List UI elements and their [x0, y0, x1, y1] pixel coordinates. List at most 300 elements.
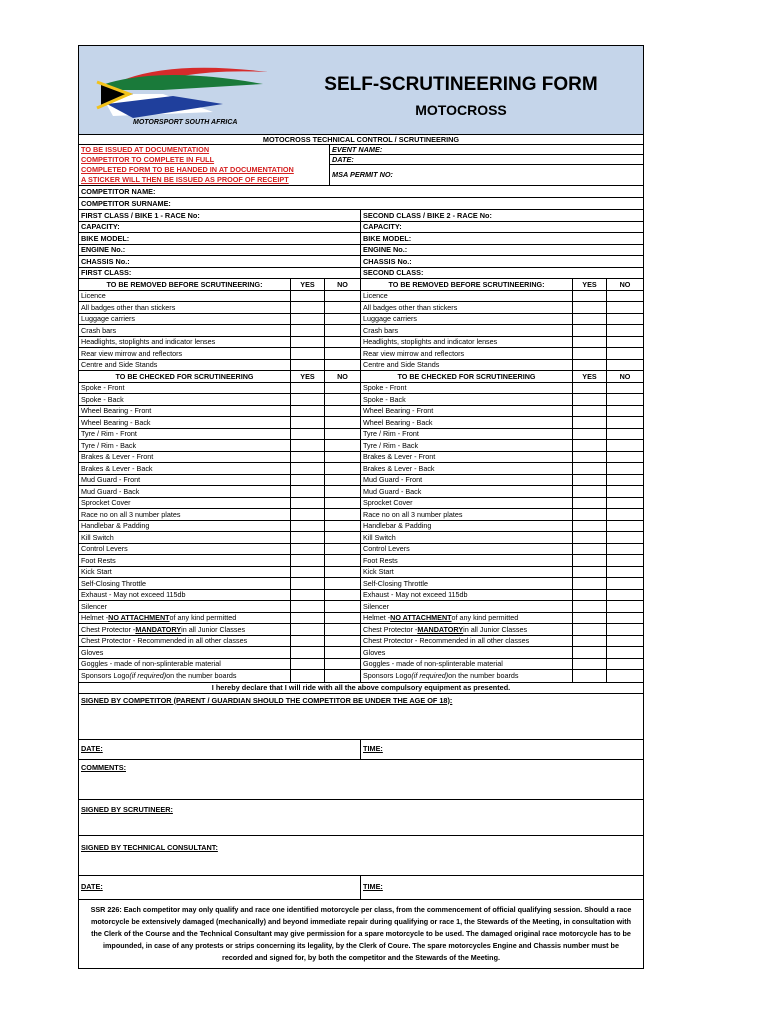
no-checkbox[interactable]	[607, 521, 643, 532]
sponsors-italic: (if required)	[129, 671, 167, 681]
yes-checkbox[interactable]	[291, 394, 325, 405]
check-item-label: Goggles - made of non-splinterable material	[363, 659, 503, 669]
checklist	[79, 279, 643, 683]
checklist-item	[361, 348, 573, 359]
yes-checkbox[interactable]	[573, 578, 607, 589]
bike2-engine-field[interactable]: ENGINE No.:	[363, 245, 408, 255]
yes-checkbox[interactable]	[573, 498, 607, 509]
checklist-row	[79, 360, 360, 372]
comments-field[interactable]: COMMENTS:	[81, 762, 126, 772]
yes-header: YES	[291, 371, 325, 382]
checklist-item	[79, 613, 291, 624]
yes-checkbox[interactable]	[573, 406, 607, 417]
checklist-item	[361, 670, 573, 682]
checklist-item	[361, 544, 573, 555]
check-item-label: Spoke - Front	[81, 383, 125, 393]
checklist-row	[79, 452, 360, 464]
no-checkbox[interactable]	[325, 314, 360, 325]
check-header: TO BE CHECKED FOR SCRUTINEERING	[79, 371, 291, 382]
checklist-item	[79, 406, 291, 417]
date-time-row-2	[79, 876, 643, 900]
yes-checkbox[interactable]	[573, 486, 607, 497]
first-class-race-no-field[interactable]: FIRST CLASS / BIKE 1 - RACE No:	[79, 210, 361, 221]
check-item-label: Gloves	[363, 647, 386, 657]
yes-checkbox[interactable]	[291, 463, 325, 474]
yes-checkbox[interactable]	[291, 659, 325, 670]
checklist-row	[79, 532, 360, 544]
ssr-226-footnote: SSR 226: Each competitor may only qualify and race one identified motorcycle per class, from the commencement of official qualifying session. Should a race motorcycle be extensively damaged (mechanically) and beyond immediate repair during qualifying or race 1, the Stewards of the Meeting, in consultation with the Clerk of the Course and the Technical Consultant may give permission for a spare motorcycle to be used. The damaged original race motorcycle has to be impounded, in case of any protests or strips concerning its legality, by the Clerk of Coure. The spare motorcycles Engine and Chassis number must be recorded and signed for, by both the competitor and the Stewards of the Meeting.	[90, 904, 632, 962]
checklist-row	[361, 475, 643, 487]
yes-checkbox[interactable]	[291, 337, 325, 348]
checklist-row	[361, 521, 643, 533]
check-item-label: Wheel Bearing - Back	[81, 417, 151, 427]
no-checkbox[interactable]	[325, 532, 360, 543]
check-item-label: Control Levers	[81, 544, 128, 554]
yes-checkbox[interactable]	[573, 647, 607, 658]
remove-item-label: Rear view mirrow and reflectors	[363, 348, 465, 358]
no-checkbox[interactable]	[607, 337, 643, 348]
check-item-label: Chest Protector - Recommended in all other classes	[81, 636, 248, 646]
checklist-item	[361, 463, 573, 474]
checklist-item	[361, 590, 573, 601]
checklist-item	[361, 486, 573, 497]
yes-checkbox[interactable]	[291, 544, 325, 555]
bike1-engine-field[interactable]: ENGINE No.:	[79, 245, 361, 256]
no-checkbox[interactable]	[607, 486, 643, 497]
check-item-label: Spoke - Back	[81, 394, 124, 404]
no-checkbox[interactable]	[325, 475, 360, 486]
yes-checkbox[interactable]	[573, 590, 607, 601]
checklist-item	[79, 567, 291, 578]
checklist-item	[79, 532, 291, 543]
checklist-item	[361, 406, 573, 417]
checklist-row	[79, 636, 360, 648]
competitor-signature-row[interactable]	[79, 694, 643, 740]
no-checkbox[interactable]	[325, 337, 360, 348]
no-checkbox[interactable]	[607, 440, 643, 451]
checklist-item	[361, 394, 573, 405]
yes-checkbox[interactable]	[291, 417, 325, 428]
competitor-signature-field[interactable]: SIGNED BY COMPETITOR (PARENT / GUARDIAN SHOULD THE COMPETITOR BE UNDER THE AGE OF 18):	[81, 695, 453, 705]
checklist-row	[361, 429, 643, 441]
remove-item-label: Centre and Side Stands	[363, 360, 440, 370]
no-checkbox[interactable]	[607, 647, 643, 658]
checklist-item	[361, 417, 573, 428]
checklist-row	[361, 532, 643, 544]
checklist-row	[79, 486, 360, 498]
msa-logo	[93, 54, 273, 126]
check-header: TO BE CHECKED FOR SCRUTINEERING	[361, 371, 573, 382]
comments-row[interactable]	[79, 760, 643, 800]
checklist-item	[79, 578, 291, 589]
no-checkbox[interactable]	[607, 567, 643, 578]
checklist-row	[79, 601, 360, 613]
no-checkbox[interactable]	[607, 613, 643, 624]
yes-checkbox[interactable]	[291, 670, 325, 682]
check-header-row	[79, 371, 360, 383]
bike-capacity-row	[79, 222, 643, 234]
yes-checkbox[interactable]	[573, 670, 607, 682]
yes-checkbox[interactable]	[291, 348, 325, 359]
checklist-item	[361, 613, 573, 624]
remove-item-label: Licence	[363, 291, 388, 301]
no-checkbox[interactable]	[607, 475, 643, 486]
check-item-label: Tyre / Rim - Back	[81, 440, 137, 450]
yes-checkbox[interactable]	[573, 417, 607, 428]
yes-checkbox[interactable]	[291, 578, 325, 589]
bike-model-row	[79, 233, 643, 245]
checklist-row	[361, 659, 643, 671]
checklist-row	[361, 348, 643, 360]
no-checkbox[interactable]	[607, 590, 643, 601]
checklist-item	[79, 555, 291, 566]
checklist-bike2	[361, 279, 643, 682]
yes-checkbox[interactable]	[573, 291, 607, 302]
yes-checkbox[interactable]	[573, 463, 607, 474]
no-header: NO	[337, 279, 348, 289]
bike2-model-field[interactable]: BIKE MODEL:	[363, 233, 412, 243]
bike1-chassis-field[interactable]: CHASSIS No.:	[79, 256, 361, 267]
no-checkbox[interactable]	[325, 578, 360, 589]
yes-checkbox[interactable]	[573, 394, 607, 405]
no-checkbox[interactable]	[607, 601, 643, 612]
yes-checkbox[interactable]	[291, 429, 325, 440]
checklist-item	[79, 463, 291, 474]
checklist-row	[79, 670, 360, 682]
yes-checkbox[interactable]	[573, 383, 607, 394]
second-class-race-no-field[interactable]: SECOND CLASS / BIKE 2 - RACE No:	[363, 210, 492, 220]
no-checkbox[interactable]	[607, 463, 643, 474]
check-item-label: Kill Switch	[81, 532, 114, 542]
checklist-item	[361, 624, 573, 635]
yes-checkbox[interactable]	[573, 509, 607, 520]
no-checkbox[interactable]	[607, 291, 643, 302]
checklist-item	[79, 383, 291, 394]
yes-checkbox[interactable]	[573, 613, 607, 624]
yes-checkbox[interactable]	[573, 624, 607, 635]
checklist-item	[79, 348, 291, 359]
no-checkbox[interactable]	[607, 532, 643, 543]
yes-checkbox[interactable]	[291, 521, 325, 532]
helmet-label-tail: of any kind permitted	[451, 613, 519, 623]
yes-checkbox[interactable]	[573, 567, 607, 578]
checklist-item	[79, 659, 291, 670]
no-checkbox[interactable]	[325, 348, 360, 359]
yes-checkbox[interactable]	[291, 325, 325, 336]
checklist-item	[361, 636, 573, 647]
check-item-label: Kick Start	[81, 567, 112, 577]
date-time-row-1	[79, 740, 643, 760]
no-checkbox[interactable]	[325, 383, 360, 394]
checklist-item	[361, 360, 573, 371]
no-checkbox[interactable]	[325, 670, 360, 682]
checklist-item	[79, 509, 291, 520]
yes-checkbox[interactable]	[291, 555, 325, 566]
no-checkbox[interactable]	[607, 509, 643, 520]
no-checkbox[interactable]	[325, 429, 360, 440]
no-checkbox[interactable]	[325, 406, 360, 417]
checklist-item	[361, 578, 573, 589]
no-checkbox[interactable]	[325, 325, 360, 336]
yes-checkbox[interactable]	[291, 624, 325, 635]
yes-checkbox[interactable]	[573, 452, 607, 463]
helmet-label: Helmet -	[363, 613, 391, 623]
sponsors-italic: (if required)	[411, 671, 449, 681]
yes-checkbox[interactable]	[573, 601, 607, 612]
check-item-label: Gloves	[81, 647, 104, 657]
no-checkbox[interactable]	[607, 659, 643, 670]
logo-text: MOTORSPORT SOUTH AFRICA	[133, 119, 238, 126]
no-checkbox[interactable]	[325, 394, 360, 405]
date-field-2[interactable]: DATE:	[79, 876, 361, 899]
no-checkbox[interactable]	[607, 417, 643, 428]
yes-checkbox[interactable]	[573, 429, 607, 440]
form-title: SELF-SCRUTINEERING FORM	[324, 74, 598, 95]
no-header: NO	[337, 371, 348, 381]
yes-checkbox[interactable]	[573, 521, 607, 532]
checklist-row	[361, 624, 643, 636]
no-checkbox[interactable]	[325, 509, 360, 520]
remove-item-label: Luggage carriers	[363, 314, 417, 324]
checklist-row	[79, 440, 360, 452]
yes-checkbox[interactable]	[291, 486, 325, 497]
yes-checkbox[interactable]	[291, 302, 325, 313]
no-checkbox[interactable]	[325, 659, 360, 670]
checklist-row	[79, 463, 360, 475]
yes-checkbox[interactable]	[291, 383, 325, 394]
checklist-row	[361, 440, 643, 452]
check-item-label: Brakes & Lever - Back	[363, 463, 435, 473]
no-checkbox[interactable]	[325, 555, 360, 566]
instruction-4: A STICKER WILL THEN BE ISSUED AS PROOF OF RECEIPT	[81, 175, 289, 185]
checklist-row	[79, 406, 360, 418]
no-checkbox[interactable]	[325, 452, 360, 463]
msa-permit-field[interactable]: MSA PERMIT NO:	[332, 170, 393, 180]
no-checkbox[interactable]	[607, 452, 643, 463]
no-checkbox[interactable]	[325, 647, 360, 658]
yes-checkbox[interactable]	[291, 314, 325, 325]
no-checkbox[interactable]	[607, 636, 643, 647]
yes-checkbox[interactable]	[573, 302, 607, 313]
yes-checkbox[interactable]	[291, 636, 325, 647]
yes-checkbox[interactable]	[573, 348, 607, 359]
no-checkbox[interactable]	[607, 383, 643, 394]
competitor-surname-field[interactable]: COMPETITOR SURNAME:	[81, 198, 171, 208]
checklist-row	[361, 360, 643, 372]
yes-checkbox[interactable]	[291, 406, 325, 417]
no-checkbox[interactable]	[607, 348, 643, 359]
no-checkbox[interactable]	[607, 406, 643, 417]
yes-checkbox[interactable]	[573, 555, 607, 566]
no-checkbox[interactable]	[607, 624, 643, 635]
checklist-row	[79, 498, 360, 510]
sponsors-label: Sponsors Logo	[81, 671, 130, 681]
no-checkbox[interactable]	[325, 360, 360, 371]
check-item-label: Mud Guard - Front	[81, 475, 141, 485]
check-item-label: Handlebar & Padding	[81, 521, 150, 531]
event-name-field[interactable]: EVENT NAME:	[330, 145, 643, 155]
check-item-label: Kill Switch	[363, 532, 396, 542]
instruction-2: COMPETITOR TO COMPLETE IN FULL	[81, 155, 215, 165]
yes-checkbox[interactable]	[573, 636, 607, 647]
bike2-chassis-field[interactable]: CHASSIS No.:	[363, 256, 412, 266]
competitor-name-row[interactable]	[79, 186, 643, 198]
time-field-1[interactable]: TIME:	[363, 744, 383, 754]
yes-checkbox[interactable]	[291, 440, 325, 451]
checklist-item	[79, 291, 291, 302]
yes-checkbox[interactable]	[573, 544, 607, 555]
check-item-label: Mud Guard - Back	[363, 486, 422, 496]
no-checkbox[interactable]	[325, 486, 360, 497]
check-item-label: Exhaust - May not exceed 115db	[81, 590, 186, 600]
yes-checkbox[interactable]	[291, 532, 325, 543]
checklist-row	[361, 337, 643, 349]
competitor-surname-row[interactable]	[79, 198, 643, 210]
yes-checkbox[interactable]	[291, 647, 325, 658]
helmet-label-tail: of any kind permitted	[169, 613, 237, 623]
check-item-label: Tyre / Rim - Front	[81, 429, 137, 439]
no-checkbox[interactable]	[607, 360, 643, 371]
checklist-row	[361, 498, 643, 510]
first-class-field[interactable]: FIRST CLASS:	[79, 268, 361, 279]
no-checkbox[interactable]	[607, 544, 643, 555]
no-checkbox[interactable]	[325, 624, 360, 635]
no-checkbox[interactable]	[325, 291, 360, 302]
bike1-model-field[interactable]: BIKE MODEL:	[79, 233, 361, 244]
check-item-label: Sprocket Cover	[363, 498, 413, 508]
checklist-row	[79, 659, 360, 671]
remove-item-label: All badges other than stickers	[363, 302, 458, 312]
checklist-item	[361, 383, 573, 394]
scrutineer-signature-row[interactable]	[79, 800, 643, 836]
no-checkbox[interactable]	[325, 521, 360, 532]
checklist-row	[79, 590, 360, 602]
yes-checkbox[interactable]	[573, 325, 607, 336]
no-checkbox[interactable]	[607, 578, 643, 589]
yes-checkbox[interactable]	[573, 360, 607, 371]
no-checkbox[interactable]	[607, 555, 643, 566]
form-subtitle: MOTOCROSS	[415, 102, 507, 118]
yes-checkbox[interactable]	[291, 452, 325, 463]
yes-checkbox[interactable]	[573, 659, 607, 670]
check-item-label: Brakes & Lever - Back	[81, 463, 153, 473]
date-field-1[interactable]: DATE:	[79, 740, 361, 759]
yes-checkbox[interactable]	[573, 337, 607, 348]
competitor-name-field[interactable]: COMPETITOR NAME:	[81, 186, 156, 196]
technical-signature-field[interactable]: SIGNED BY TECHNICAL CONSULTANT:	[81, 842, 218, 852]
section-title: MOTOCROSS TECHNICAL CONTROL / SCRUTINEERING	[262, 135, 460, 144]
sponsors-label: Sponsors Logo	[363, 671, 412, 681]
check-item-label: Wheel Bearing - Front	[363, 406, 434, 416]
yes-header: YES	[573, 371, 607, 382]
checklist-item	[79, 670, 291, 682]
checklist-row	[79, 394, 360, 406]
checklist-row	[79, 475, 360, 487]
no-checkbox[interactable]	[607, 429, 643, 440]
technical-signature-row[interactable]	[79, 836, 643, 876]
yes-checkbox[interactable]	[573, 440, 607, 451]
checklist-item	[79, 452, 291, 463]
no-checkbox[interactable]	[325, 302, 360, 313]
yes-checkbox[interactable]	[291, 613, 325, 624]
no-checkbox[interactable]	[325, 636, 360, 647]
no-checkbox[interactable]	[325, 567, 360, 578]
yes-checkbox[interactable]	[573, 475, 607, 486]
checklist-item	[79, 302, 291, 313]
yes-checkbox[interactable]	[291, 498, 325, 509]
no-checkbox[interactable]	[325, 440, 360, 451]
check-item-label: Control Levers	[363, 544, 410, 554]
bike2-capacity-field[interactable]: CAPACITY:	[363, 222, 402, 232]
no-checkbox[interactable]	[607, 325, 643, 336]
no-checkbox[interactable]	[607, 302, 643, 313]
no-checkbox[interactable]	[607, 498, 643, 509]
event-date-field[interactable]: DATE:	[330, 155, 643, 165]
bike1-capacity-field[interactable]: CAPACITY:	[79, 222, 361, 233]
check-item-label: Foot Rests	[363, 555, 398, 565]
chest-label-tail: in all Junior Classes	[463, 624, 528, 634]
checklist-row	[361, 544, 643, 556]
yes-checkbox[interactable]	[291, 590, 325, 601]
remove-item-label: Headlights, stoplights and indicator lenses	[363, 337, 498, 347]
no-checkbox[interactable]	[325, 601, 360, 612]
no-checkbox[interactable]	[325, 613, 360, 624]
chest-emphasis: MANDATORY	[417, 624, 464, 634]
yes-checkbox[interactable]	[291, 291, 325, 302]
instructions-row	[79, 145, 643, 186]
checklist-item	[79, 417, 291, 428]
second-class-field[interactable]: SECOND CLASS:	[363, 268, 424, 278]
section-title-row	[79, 135, 643, 145]
checklist-item	[79, 601, 291, 612]
chest-label: Chest Protector -	[363, 624, 418, 634]
checklist-item	[361, 452, 573, 463]
yes-checkbox[interactable]	[291, 509, 325, 520]
sponsors-label-tail: on the number boards	[166, 671, 237, 681]
checklist-row	[361, 325, 643, 337]
no-checkbox[interactable]	[325, 463, 360, 474]
checklist-item	[361, 498, 573, 509]
no-checkbox[interactable]	[607, 670, 643, 682]
yes-checkbox[interactable]	[291, 601, 325, 612]
yes-checkbox[interactable]	[291, 475, 325, 486]
checklist-bike1	[79, 279, 361, 682]
no-checkbox[interactable]	[607, 394, 643, 405]
checklist-item	[361, 291, 573, 302]
checklist-row	[79, 613, 360, 625]
yes-checkbox[interactable]	[291, 567, 325, 578]
checklist-item	[361, 532, 573, 543]
declaration-row	[79, 683, 643, 694]
yes-checkbox[interactable]	[573, 532, 607, 543]
no-checkbox[interactable]	[325, 417, 360, 428]
checklist-row	[361, 613, 643, 625]
yes-checkbox[interactable]	[291, 360, 325, 371]
time-field-2[interactable]: TIME:	[363, 882, 383, 892]
check-item-label: Brakes & Lever - Front	[363, 452, 436, 462]
no-checkbox[interactable]	[325, 498, 360, 509]
scrutineer-signature-field[interactable]: SIGNED BY SCRUTINEER:	[81, 804, 173, 814]
no-checkbox[interactable]	[607, 314, 643, 325]
checklist-item	[361, 555, 573, 566]
check-header-row	[361, 371, 643, 383]
no-checkbox[interactable]	[325, 590, 360, 601]
checklist-item	[79, 544, 291, 555]
no-header: NO	[619, 371, 631, 381]
no-checkbox[interactable]	[325, 544, 360, 555]
check-item-label: Self-Closing Throttle	[81, 578, 146, 588]
yes-checkbox[interactable]	[573, 314, 607, 325]
